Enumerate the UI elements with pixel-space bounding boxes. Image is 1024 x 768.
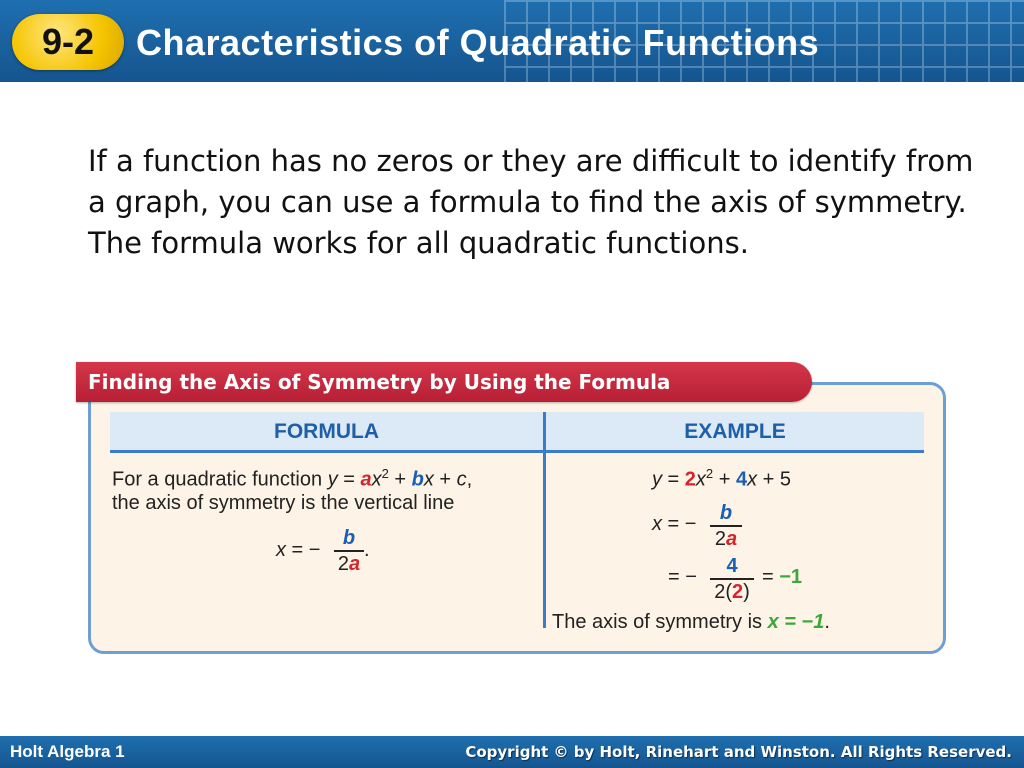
formula-header-label: FORMULA [274, 420, 379, 443]
formula-line-2: the axis of symmetry is the vertical line [112, 492, 455, 514]
example-step1-lhs: x = − [652, 513, 697, 535]
lesson-number: 9-2 [41, 21, 95, 62]
example-step2-result: = −1 [762, 566, 803, 588]
example-step2-lhs: = − [668, 566, 697, 588]
fraction-bar [334, 550, 364, 552]
formula-period: . [364, 539, 370, 561]
formula-lhs: x = − [276, 539, 321, 561]
example-equation: $y = 2x^2 + 4x + 5$ [652, 466, 791, 491]
example-conclusion: The axis of symmetry is x = −1. [552, 611, 830, 633]
slide-title: Characteristics of Quadratic Functions [136, 22, 820, 63]
example-header-label: EXAMPLE [684, 420, 786, 443]
box-title: Finding the Axis of Symmetry by Using the Formula [88, 370, 671, 394]
formula-line-1: For a quadratic function $y = ax^2$ + bx + c, [112, 466, 473, 491]
example-step1-fraction: b 2a [710, 502, 742, 550]
body-paragraph: If a function has no zeros or they are difficult to identify from a graph, you can use a formula to find the axis of symmetry. The formula works for all quadratic functions. [88, 144, 974, 260]
formula-fraction [334, 527, 364, 575]
example-step2-fraction: 4 2(2) [710, 555, 754, 603]
footer-copyright: Copyright © by Holt, Rinehart and Winston. All Rights Reserved. [465, 743, 1012, 761]
formula-denominator: 2a [337, 553, 361, 575]
formula-numerator: b [342, 527, 356, 549]
footer-course-name: Holt Algebra 1 [10, 742, 125, 761]
column-divider [543, 412, 546, 628]
